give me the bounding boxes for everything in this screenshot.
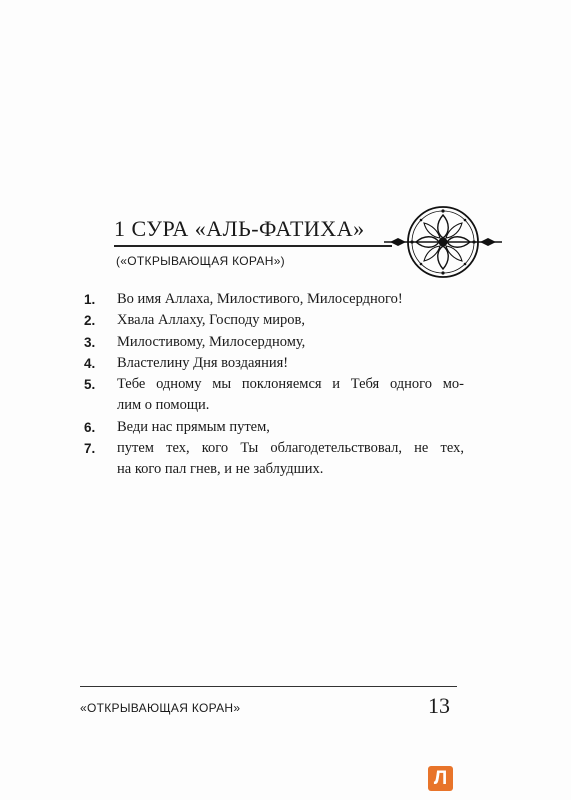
verse-number: 3. (84, 334, 96, 350)
verse-text: Милостивому, Милосердному, (117, 333, 306, 350)
verse-text: Веди нас прямым путем, (117, 418, 270, 435)
verse-5 (84, 374, 464, 417)
verse-number: 6. (84, 419, 96, 435)
title-underline (114, 245, 392, 247)
verse-4 (84, 353, 464, 374)
verse-7 (84, 438, 464, 481)
footer-rule (80, 686, 457, 687)
verse-number: 4. (84, 355, 96, 371)
verse-number: 2. (84, 313, 96, 329)
verse-text: Тебе одному мы поклоняемся и Тебя одного мо- лим о помощи. (117, 376, 464, 414)
surah-subtitle: («ОТКРЫВАЮЩАЯ КОРАН») (116, 254, 285, 268)
verse-number: 5. (84, 377, 96, 393)
running-title: «ОТКРЫВАЮЩАЯ КОРАН» (80, 701, 241, 715)
verse-3 (84, 332, 464, 353)
verse-number: 7. (84, 441, 96, 457)
verse-1 (84, 289, 464, 310)
ornament-rosette-icon (384, 203, 502, 281)
verse-text: Во имя Аллаха, Милостивого, Милосердного! (117, 291, 403, 307)
verse-list (84, 289, 464, 481)
verse-text: Хвала Аллаху, Господу миров, (117, 312, 306, 329)
verse-2 (84, 310, 464, 331)
publisher-logo-icon: Л (428, 766, 453, 791)
verse-number: 1. (84, 292, 96, 307)
verse-6 (84, 417, 464, 438)
verse-text: Властелину Дня воздаяния! (117, 354, 289, 371)
verse-text: путем тех, кого Ты облагодетельствовал, не тех, на кого пал гнев, и не заблудших. (117, 440, 464, 478)
page-number: 13 (428, 693, 450, 718)
surah-title: 1 СУРА «АЛЬ-ФАТИХА» (114, 216, 365, 241)
